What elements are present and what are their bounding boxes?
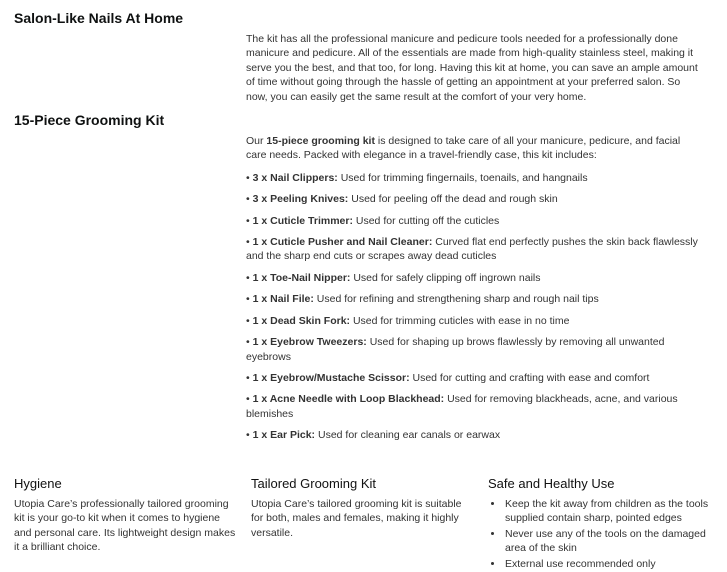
section-heading-salon-like-nails: Salon-Like Nails At Home	[14, 10, 184, 26]
kit-item-label: 1 x Cuticle Pusher and Nail Cleaner:	[252, 236, 433, 249]
kit-item: • 3 x Peeling Knives: Used for peeling off the dead and rough skin	[246, 193, 558, 206]
footer-text-hygiene: Utopia Care’s professionally tailored grooming kit is your go-to kit when it comes to hygiene and personal care. Its lightweight design makes it a brilliant choice.	[14, 497, 236, 554]
description-row-salon	[14, 10, 713, 112]
kit-item: • 1 x Cuticle Pusher and Nail Cleaner: Curved flat end perfectly pushes the skin back flawlessly and the sharp end cuts or scrapes away dead cuticles	[246, 236, 698, 263]
kit-item-label: 1 x Eyebrow/Mustache Scissor:	[252, 371, 410, 384]
kit-item: • 1 x Cuticle Trimmer: Used for cutting off the cuticles	[246, 214, 500, 227]
kit-item-label: 1 x Cuticle Trimmer:	[252, 214, 353, 227]
section-body-salon-like-nails	[246, 10, 700, 112]
kit-item: • 3 x Nail Clippers: Used for trimming fingernails, toenails, and hangnails	[246, 171, 588, 184]
kit-item-label: 1 x Nail File:	[252, 293, 314, 306]
description-paragraph: The kit has all the professional manicure and pedicure tools needed for a professionally done manicure and pedicure. All of the essentials are made from high-quality stainless steel, making it serve you the best, and that too, for long. Having this kit at home, you can save an ample amount of time without going through the hassle of getting an appointment at your preferred salon. So now, you can easily get the same result at the comfort of your very home.	[246, 33, 698, 103]
kit-item-label: 3 x Nail Clippers:	[252, 171, 338, 184]
footer-heading-safe-use: Safe and Healthy Use	[488, 475, 615, 491]
kit-item-label: 1 x Dead Skin Fork:	[252, 314, 351, 327]
kit-name-bold: 15-piece grooming kit	[266, 135, 375, 148]
kit-item: • 1 x Nail File: Used for refining and strengthening sharp and rough nail tips	[246, 293, 599, 306]
safety-bullet: • Keep the kit away from children as the tools supplied contain sharp, pointed edges	[504, 497, 713, 526]
kit-item-label: 1 x Ear Pick:	[252, 429, 316, 442]
safety-bullet: • Never use any of the tools on the damaged area of the skin	[504, 527, 713, 556]
kit-item: • 1 x Dead Skin Fork: Used for trimming cuticles with ease in no time	[246, 314, 570, 327]
kit-items-list	[246, 171, 700, 443]
kit-item: • 1 x Eyebrow Tweezers: Used for shaping up brows flawlessly by removing all unwanted eyebrows	[246, 336, 665, 363]
kit-intro-suffix: is designed to take care of all your manicure, pedicure, and facial care needs. Packed with elegance in a travel-friendly case, this kit includes:	[246, 135, 681, 162]
kit-item: • 1 x Acne Needle with Loop Blackhead: Used for removing blackheads, acne, and various blemishes	[246, 393, 678, 420]
kit-item-label: 3 x Peeling Knives:	[252, 193, 349, 206]
section-body-grooming-kit	[246, 112, 700, 450]
kit-item: • 1 x Toe-Nail Nipper: Used for safely clipping off ingrown nails	[246, 271, 541, 284]
kit-item: • 1 x Eyebrow/Mustache Scissor: Used for cutting and crafting with ease and comfort	[246, 371, 650, 384]
safety-bullet: • External use recommended only	[504, 557, 713, 572]
kit-intro-prefix: Our	[246, 135, 267, 148]
footer-text-tailored-kit: Utopia Care’s tailored grooming kit is suitable for both, males and females, making it highly versatile.	[251, 497, 462, 539]
kit-item: • 1 x Ear Pick: Used for cleaning ear canals or earwax	[246, 429, 501, 442]
footer-heading-tailored-kit: Tailored Grooming Kit	[251, 475, 376, 491]
description-row-grooming-kit	[14, 112, 713, 450]
section-heading-grooming-kit: 15-Piece Grooming Kit	[14, 112, 165, 129]
safety-bullet-list	[488, 497, 713, 572]
kit-item-label: 1 x Toe-Nail Nipper:	[252, 271, 351, 284]
kit-intro-paragraph	[246, 134, 700, 163]
kit-item-label: 1 x Acne Needle with Loop Blackhead:	[252, 393, 445, 406]
kit-item-label: 1 x Eyebrow Tweezers:	[252, 336, 367, 349]
footer-heading-hygiene: Hygiene	[14, 475, 62, 491]
